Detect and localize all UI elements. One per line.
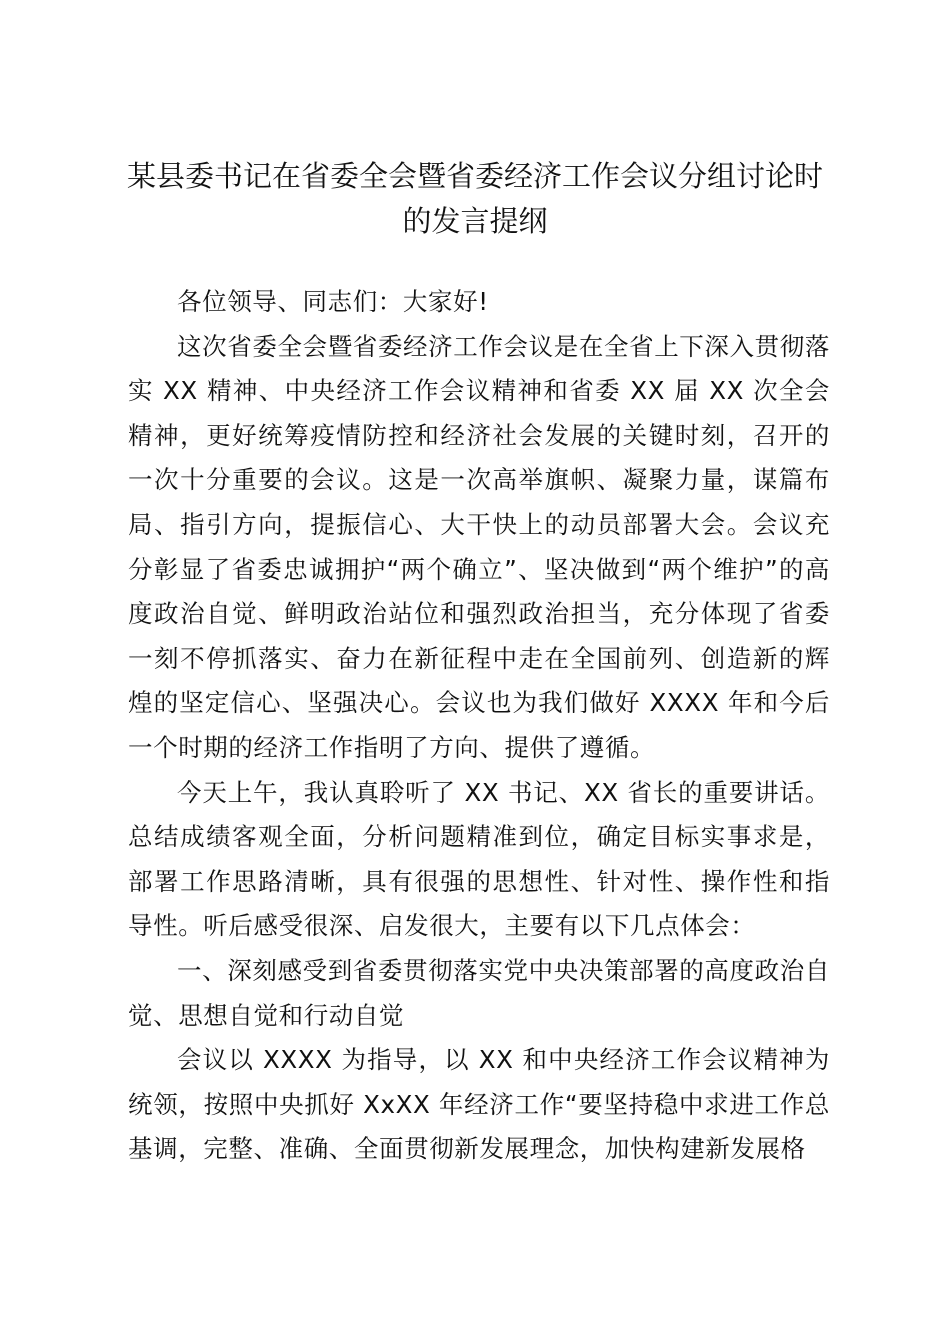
body-paragraph: 今天上午，我认真聆听了 XX 书记、XX 省长的重要讲话。总结成绩客观全面，分析问题精准到位，确定目标实事求是，部署工作思路清晰，具有很强的思想性、针对性、操作性和指导性。听后感受很深、启发很大，主要有以下几点体会：	[128, 777, 830, 941]
document-body	[128, 280, 830, 1172]
body-paragraph: 这次省委全会暨省委经济工作会议是在全省上下深入贯彻落实 XX 精神、中央经济工作会议精神和省委 XX 届 XX 次全会精神，更好统筹疫情防控和经济社会发展的关键时刻，召开的一次十分重要的会议。这是一次高举旗帜、凝聚力量，谋篇布局、指引方向，提振信心、大干快上的动员部署大会。会议充分彰显了省委忠诚拥护“两个确立”、坚决做到“两个维护”的高度政治自觉、鲜明政治站位和强烈政治担当，充分体现了省委一刻不停抓落实、奋力在新征程中走在全国前列、创造新的辉煌的坚定信心、坚强决心。会议也为我们做好 XXXX 年和今后一个时期的经济工作指明了方向、提供了遵循。	[128, 331, 830, 762]
section-heading: 一、深刻感受到省委贯彻落实党中央决策部署的高度政治自觉、思想自觉和行动自觉	[128, 955, 830, 1030]
body-paragraph: 会议以 XXXX 为指导，以 XX 和中央经济工作会议精神为统领，按照中央抓好 XxXX 年经济工作“要坚持稳中求进工作总基调，完整、准确、全面贯彻新发展理念，加快构建新发展格	[128, 1045, 830, 1164]
document-title: 某县委书记在省委全会暨省委经济工作会议分组讨论时的发言提纲	[126, 159, 823, 238]
greeting-paragraph: 各位领导、同志们：大家好!	[177, 287, 489, 316]
